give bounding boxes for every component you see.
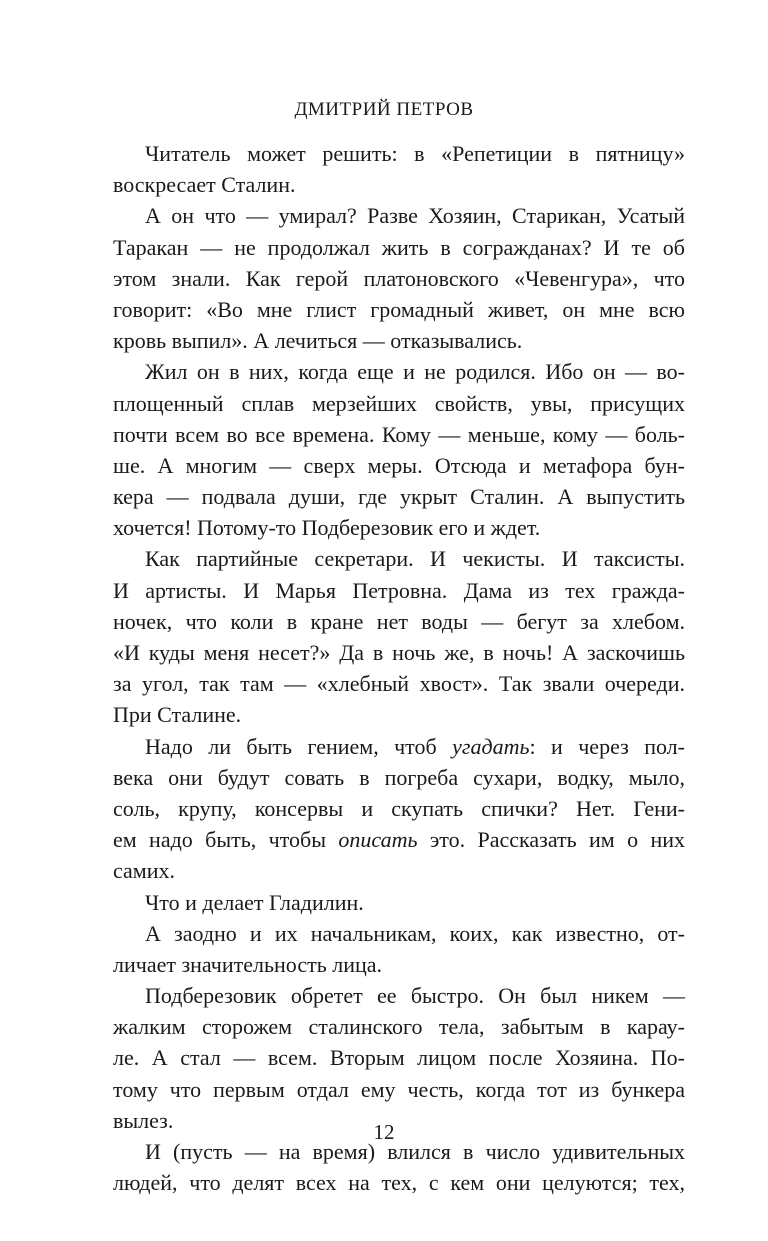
text-line: Что и делает Гладилин. — [145, 889, 364, 915]
body-text — [113, 138, 685, 1198]
text-line: хочется! Потому-то Подберезовик его и ждет. — [113, 515, 541, 541]
text-line: И артисты. И Марья Петровна. Дама из тех гражда- — [113, 577, 685, 603]
text-line: за угол, так там — «хлебный хвост». Так звали очереди. — [113, 671, 685, 697]
text-line: самих. — [113, 858, 175, 884]
text-line: людей, что делят всех на тех, с кем они целуются; тех, — [113, 1170, 685, 1196]
text-line: говорит: «Во мне глист громадный живет, он мне всю — [113, 296, 685, 322]
text-line: ше. А многим — сверх меры. Отсюда и метафора бун- — [113, 452, 685, 478]
text-line: соль, крупу, консервы и скупать спички? Нет. Гени- — [113, 795, 685, 821]
text-line: «И куды меня несет?» Да в ночь же, в ночь! А заскочишь — [113, 640, 685, 665]
text-line: ночек, что коли в кране нет воды — бегут за хлебом. — [113, 608, 685, 634]
text-line: площенный сплав мерзейших свойств, увы, присущих — [113, 390, 685, 416]
running-head: ДМИТРИЙ ПЕТРОВ — [294, 99, 474, 120]
text-line: ем надо быть, чтобы описать это. Рассказать им о них — [113, 827, 685, 853]
text-line: Читатель может решить: в «Репетиции в пятницу» — [145, 141, 685, 166]
text-line: вылез. — [113, 1107, 174, 1133]
text-line: личает значительность лица. — [113, 951, 383, 977]
text-line: Таракан — не продолжал жить в согражданах? И те об — [113, 234, 685, 260]
text-line: А он что — умирал? Разве Хозяин, Старикан, Усатый — [145, 203, 685, 229]
text-line: воскресает Сталин. — [113, 172, 296, 198]
text-line: этом знали. Как герой платоновского «Чевенгура», что — [113, 265, 685, 291]
text-line: века они будут совать в погреба сухари, водку, мыло, — [113, 764, 685, 790]
text-line: кера — подвала души, где укрыт Сталин. А выпустить — [113, 484, 685, 510]
text-line: Надо ли быть гением, чтоб угадать: и через пол- — [145, 733, 685, 759]
text-line: ле. А стал — всем. Вторым лицом после Хозяина. По- — [113, 1045, 685, 1071]
text-line: Подберезовик обретет ее быстро. Он был никем — — [145, 983, 685, 1009]
text-line: почти всем во все времена. Кому — меньше, кому — боль- — [113, 421, 685, 447]
text-line: Как партийные секретари. И чекисты. И таксисты. — [145, 546, 685, 572]
text-line: Жил он в них, когда еще и не родился. Ибо он — во- — [145, 359, 685, 385]
text-line: кровь выпил». А лечиться — отказывались. — [113, 328, 523, 354]
text-line: жалким сторожем сталинского тела, забытым в карау- — [113, 1014, 685, 1040]
text-line: А заодно и их начальникам, коих, как известно, от- — [145, 920, 685, 946]
text-line: При Сталине. — [113, 702, 242, 728]
text-line: тому что первым отдал ему честь, когда тот из бункера — [113, 1076, 685, 1102]
text-line: И (пусть — на время) влился в число удивительных — [145, 1139, 685, 1164]
page-number: 12 — [373, 1120, 395, 1144]
